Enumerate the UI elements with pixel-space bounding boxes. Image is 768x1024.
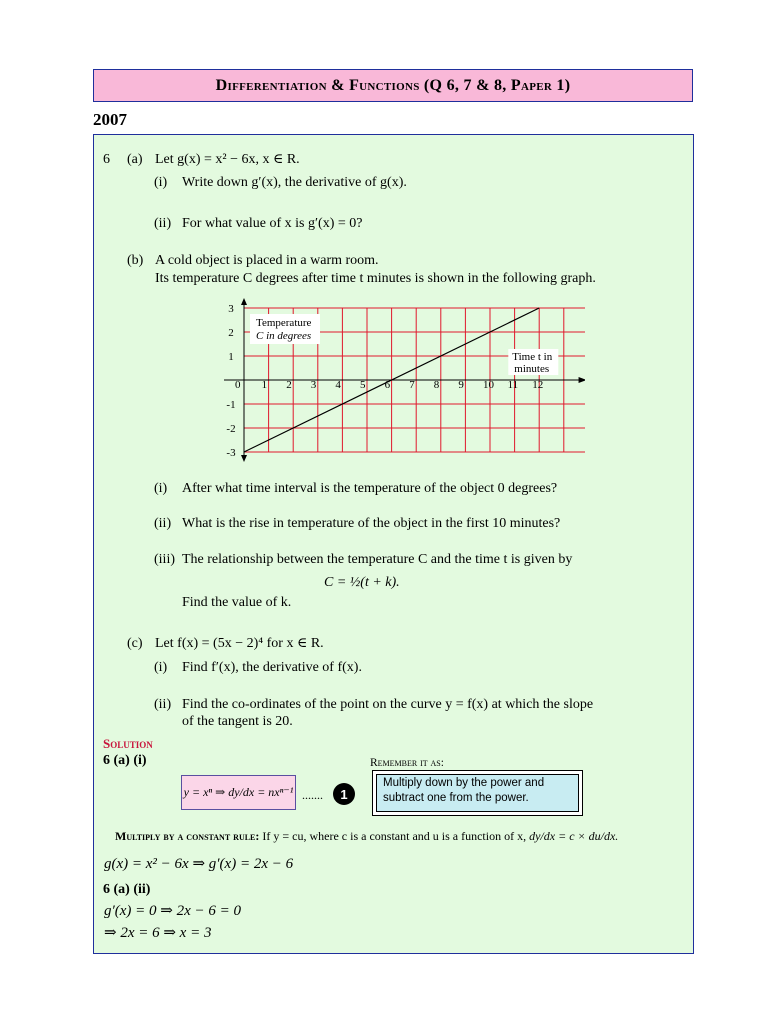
xlabel-line1: Time t in	[512, 351, 553, 363]
part-b-line1: A cold object is placed in a warm room.	[155, 253, 379, 268]
part-b-line2: Its temperature C degrees after time t minutes is shown in the following graph.	[155, 271, 596, 286]
part-b-iii-text: The relationship between the temperature C and the time t is given by	[182, 552, 573, 567]
y-tick-label: 3	[228, 303, 234, 315]
solution-part-a-i: 6 (a) (i)	[103, 753, 147, 768]
remember-label: Remember it as:	[370, 757, 444, 769]
x-tick-label: 2	[286, 379, 292, 391]
y-tick-label: 1	[228, 351, 234, 363]
part-a-stem: Let g(x) = x² − 6x, x ∈ R.	[155, 152, 300, 167]
part-c-i-text: Find f′(x), the derivative of f(x).	[182, 660, 362, 675]
constant-rule-text: If y = cu, where c is a constant and u is a function of x,	[262, 829, 527, 843]
y-tick-label: 2	[228, 327, 234, 339]
rule-number-badge: 1	[333, 783, 355, 805]
constant-rule	[115, 828, 618, 845]
xlabel-line2: minutes	[514, 363, 550, 375]
part-c-label: (c)	[127, 636, 143, 651]
remember-text-line1: Multiply down by the power and	[383, 777, 545, 789]
part-a-i-text: Write down g′(x), the derivative of g(x).	[182, 175, 407, 190]
chart-labels	[250, 314, 558, 375]
x-tick-label: 1	[261, 379, 268, 391]
x-tick-label: 3	[310, 379, 317, 391]
x-tick-label: 5	[360, 379, 366, 391]
part-a-i-label: (i)	[154, 175, 168, 190]
question-number: 6	[103, 152, 110, 167]
constant-rule-label: Multiply by a constant rule:	[115, 829, 260, 843]
part-b-ii-text: What is the rise in temperature of the object in the first 10 minutes?	[182, 516, 561, 531]
page-title: Differentiation & Functions (Q 6, 7 & 8, Paper 1)	[93, 69, 693, 102]
part-a-ii-text: For what value of x is g′(x) = 0?	[182, 216, 363, 231]
work-a-i: g(x) = x² − 6x ⇒ g′(x) = 2x − 6	[104, 856, 294, 872]
x-tick-label: 12	[532, 379, 544, 391]
remember-box	[376, 774, 579, 812]
part-a-ii-label: (ii)	[154, 216, 172, 231]
x-tick-label: 10	[483, 379, 494, 391]
part-c-ii-text2: of the tangent is 20.	[182, 714, 293, 729]
x-tick-label: 6	[384, 379, 391, 391]
part-b-equation: C = ½(t + k).	[324, 575, 400, 590]
solution-heading: Solution	[103, 736, 153, 751]
ylabel-line1: Temperature	[256, 317, 312, 329]
work-a-ii-line2: ⇒ 2x = 6 ⇒ x = 3	[104, 925, 212, 941]
x-tick-label: 9	[458, 379, 464, 391]
year-heading: 2007	[93, 110, 127, 129]
part-c-i-label: (i)	[154, 660, 168, 675]
part-b-iii-label: (iii)	[154, 552, 175, 567]
part-c-ii-label: (ii)	[154, 697, 172, 712]
power-rule-box: y = xⁿ ⇒ dy/dx = nxⁿ⁻¹	[181, 775, 296, 810]
x-axis-arrow	[579, 377, 585, 383]
part-b-ii-label: (ii)	[154, 516, 172, 531]
part-c-stem: Let f(x) = (5x − 2)⁴ for x ∈ R.	[155, 636, 324, 651]
y-tick-label: -1	[226, 399, 236, 411]
y-axis-arrow-up	[241, 298, 247, 305]
x-tick-label: 4	[335, 379, 341, 391]
part-b-find: Find the value of k.	[182, 595, 292, 610]
part-b-label: (b)	[127, 253, 144, 268]
part-b-i-text: After what time interval is the temperature of the object 0 degrees?	[182, 481, 558, 496]
y-tick-label: -3	[226, 447, 236, 459]
x-tick-label: 7	[409, 379, 415, 391]
x-tick-label: 8	[433, 379, 440, 391]
part-c-ii-text1: Find the co-ordinates of the point on the curve y = f(x) at which the slope	[182, 697, 594, 712]
x-tick-label: 11	[507, 379, 519, 391]
solution-part-a-ii: 6 (a) (ii)	[103, 882, 151, 897]
work-a-ii-line1: g′(x) = 0 ⇒ 2x − 6 = 0	[104, 903, 242, 919]
temperature-graph	[215, 290, 585, 470]
part-b-i-label: (i)	[154, 481, 168, 496]
y-tick-label: -2	[226, 423, 236, 435]
constant-rule-formula: dy/dx = c × du/dx.	[529, 829, 619, 843]
part-a-label: (a)	[127, 152, 143, 167]
dots-leader: .......	[302, 788, 323, 802]
ylabel-line2: C in degrees	[256, 330, 312, 342]
x-tick-label: 0	[235, 379, 241, 391]
y-axis-arrow-down	[241, 455, 247, 462]
remember-text-line2: subtract one from the power.	[383, 792, 529, 804]
